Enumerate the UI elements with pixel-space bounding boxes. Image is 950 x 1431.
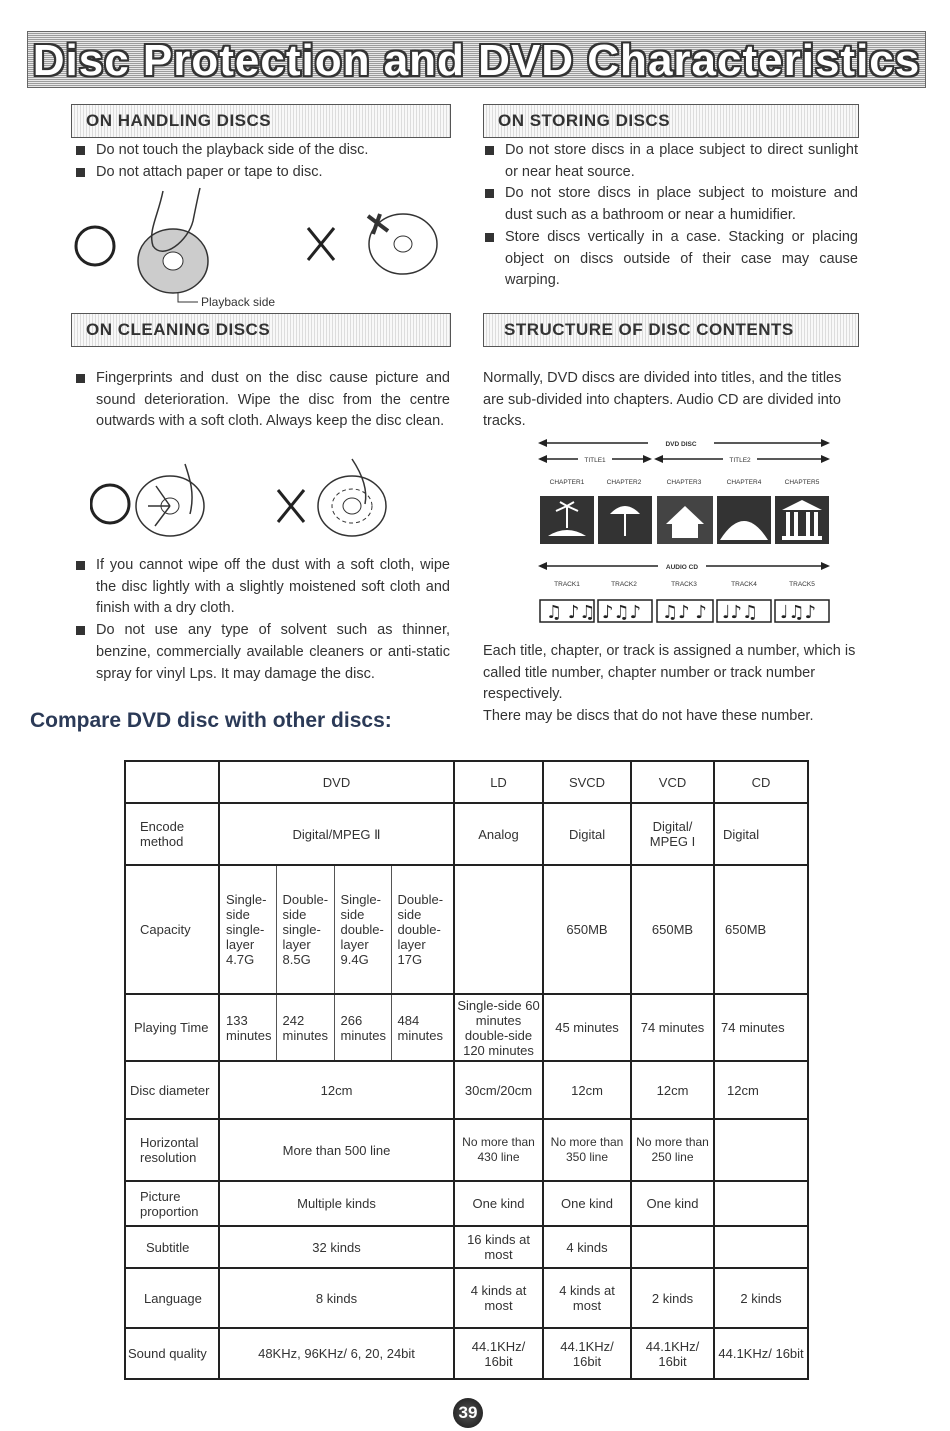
- title-banner: [27, 31, 926, 88]
- table-cell: 12cm: [543, 1061, 631, 1119]
- table-cell: Digital: [714, 803, 808, 865]
- table-corner-cell: [125, 761, 219, 803]
- track-label: TRACK2: [611, 581, 637, 588]
- dvd-disc-label: DVD DISC: [665, 441, 697, 448]
- track-row: [554, 581, 815, 588]
- table-cell: One kind: [543, 1181, 631, 1226]
- title-label: TITLE2: [729, 457, 751, 464]
- page-number: 39: [453, 1398, 483, 1428]
- storing-bullets: [483, 140, 858, 292]
- cleaning-bullets-2: [74, 555, 450, 685]
- row-label: Language: [125, 1268, 219, 1328]
- table-cell: Analog: [454, 803, 543, 865]
- table-row: [125, 1119, 808, 1181]
- table-cell: 12cm: [219, 1061, 454, 1119]
- svg-text:♫ ♪♫: ♫ ♪♫: [546, 602, 596, 623]
- table-cell: One kind: [631, 1181, 714, 1226]
- table-cell: Digital/MPEG Ⅱ: [219, 803, 454, 865]
- empty-diagonal-cell: [631, 1226, 714, 1268]
- svg-text:♩♪♫: ♩♪♫: [722, 602, 759, 623]
- bullet-item: Do not touch the playback side of the disc.: [74, 140, 454, 162]
- empty-diagonal-cell: [714, 1181, 808, 1226]
- disc-wipe-circular-icon: [318, 476, 386, 536]
- structure-outro-2: There may be discs that do not have these number.: [483, 708, 814, 725]
- empty-diagonal-cell: [714, 1119, 808, 1181]
- track-label: TRACK3: [671, 581, 697, 588]
- table-cell: 650MB: [714, 865, 808, 994]
- track-music-icons: [540, 600, 829, 623]
- table-cell: 12cm: [631, 1061, 714, 1119]
- table-cell: Double-side single-layer 8.5G: [276, 865, 334, 994]
- svg-text:♩♫♪: ♩♫♪: [780, 602, 817, 623]
- bullet-item: If you cannot wipe off the dust with a soft cloth, wipe the disc lightly with a slightly moistened soft cloth and finish with a dry cloth.: [74, 555, 450, 620]
- bullet-item: Do not attach paper or tape to disc.: [74, 162, 454, 184]
- table-cell: No more than 250 line: [631, 1119, 714, 1181]
- table-cell: 4 kinds: [543, 1226, 631, 1268]
- table-cell: Digital/ MPEG I: [631, 803, 714, 865]
- section-header-cleaning: [71, 313, 451, 347]
- row-label: Encode method: [125, 803, 219, 865]
- section-title-storing: ON STORING DISCS: [498, 111, 671, 130]
- chapter-label: CHAPTER2: [606, 479, 642, 486]
- row-label: Sound quality: [125, 1328, 219, 1379]
- section-title-cleaning: ON CLEANING DISCS: [86, 320, 271, 339]
- structure-outro-1: Each title, chapter, or track is assigned a number, which is called title number, chapter number or track number respectively.: [483, 643, 856, 703]
- table-cell: 16 kinds at most: [454, 1226, 543, 1268]
- table-cell: 74 minutes: [631, 994, 714, 1061]
- table-row: [125, 865, 808, 994]
- bullet-item: Store discs vertically in a case. Stacking or placing object on discs outside of their case may cause warping.: [483, 227, 858, 292]
- track-label: TRACK5: [789, 581, 815, 588]
- section-header-handling: [71, 104, 451, 138]
- table-cell: One kind: [454, 1181, 543, 1226]
- row-label: Disc diameter: [125, 1061, 219, 1119]
- header-cd: CD: [714, 761, 808, 803]
- playback-side-label: Playback side: [201, 295, 276, 309]
- table-cell: 484 minutes: [391, 994, 454, 1061]
- section-title-structure: STRUCTURE OF DISC CONTENTS: [504, 320, 794, 339]
- table-cell: Digital: [543, 803, 631, 865]
- row-label: Capacity: [125, 865, 219, 994]
- bullet-item: Do not use any type of solvent such as thinner, benzine, commercially available cleaners or anti-static spray for vinyl Lps. It may damage the disc.: [74, 620, 450, 685]
- chapter-label: CHAPTER5: [784, 479, 820, 486]
- bullet-item: Do not store discs in place subject to moisture and dust such as a bathroom or near a humidifier.: [483, 183, 858, 226]
- table-cell: 650MB: [631, 865, 714, 994]
- chapter-label: CHAPTER1: [549, 479, 585, 486]
- table-cell: Single-side single-layer 4.7G: [219, 865, 276, 994]
- bullet-item: Fingerprints and dust on the disc cause picture and sound deterioration. Wipe the disc from the centre outwards with a soft cloth. Always keep the disc clean.: [74, 368, 450, 433]
- table-cell: 650MB: [543, 865, 631, 994]
- section-header-structure: [483, 313, 859, 347]
- track-label: TRACK1: [554, 581, 580, 588]
- correct-circle-icon: [91, 485, 129, 523]
- correct-circle-icon: [76, 227, 114, 265]
- table-cell: 48KHz, 96KHz/ 6, 20, 24bit: [219, 1328, 454, 1379]
- table-cell: Single-side double-layer 9.4G: [334, 865, 391, 994]
- table-cell: 12cm: [714, 1061, 808, 1119]
- table-cell: 266 minutes: [334, 994, 391, 1061]
- table-row: [125, 994, 808, 1061]
- table-cell: 32 kinds: [219, 1226, 454, 1268]
- table-cell: Multiple kinds: [219, 1181, 454, 1226]
- audio-cd-label: AUDIO CD: [665, 564, 699, 571]
- comparison-table: [124, 760, 809, 1380]
- table-cell: 45 minutes: [543, 994, 631, 1061]
- compare-heading: Compare DVD disc with other discs:: [30, 709, 392, 732]
- table-row: [125, 1181, 808, 1226]
- bullet-item: Do not store discs in a place subject to direct sunlight or near heat source.: [483, 140, 858, 183]
- table-cell: 74 minutes: [714, 994, 808, 1061]
- table-cell: No more than 430 line: [454, 1119, 543, 1181]
- table-cell: 242 minutes: [276, 994, 334, 1061]
- table-cell: 44.1KHz/ 16bit: [714, 1328, 808, 1379]
- table-row: [125, 1061, 808, 1119]
- page-title: Disc Protection and DVD Characteristics: [32, 36, 921, 85]
- svg-text:♪♫♪: ♪♫♪: [602, 602, 642, 623]
- chapter-label: CHAPTER3: [666, 479, 702, 486]
- table-cell: Single-side 60 minutes double-side 120 minutes: [454, 994, 543, 1061]
- row-label: Picture proportion: [125, 1181, 219, 1226]
- header-dvd: DVD: [219, 761, 454, 803]
- empty-diagonal-cell: [714, 1226, 808, 1268]
- table-cell: 133 minutes: [219, 994, 276, 1061]
- table-cell: 44.1KHz/ 16bit: [543, 1328, 631, 1379]
- table-cell: 2 kinds: [714, 1268, 808, 1328]
- row-label: Subtitle: [125, 1226, 219, 1268]
- row-label: Playing Time: [125, 994, 219, 1061]
- cleaning-bullet-1: [74, 368, 450, 433]
- table-header-row: [125, 761, 808, 803]
- svg-text:♫♪ ♪: ♫♪ ♪: [662, 602, 707, 623]
- table-row: [125, 803, 808, 865]
- table-cell: More than 500 line: [219, 1119, 454, 1181]
- cleaning-illustration: [90, 454, 390, 546]
- header-vcd: VCD: [631, 761, 714, 803]
- chapter-images: [540, 496, 829, 544]
- table-cell: No more than 350 line: [543, 1119, 631, 1181]
- empty-diagonal-cell: [454, 865, 543, 994]
- structure-diagram: [538, 436, 833, 626]
- title-label: TITLE1: [584, 457, 606, 464]
- section-title-handling: ON HANDLING DISCS: [86, 111, 272, 130]
- table-cell: 4 kinds at most: [454, 1268, 543, 1328]
- table-row: [125, 1328, 808, 1379]
- table-cell: 4 kinds at most: [543, 1268, 631, 1328]
- table-cell: 44.1KHz/ 16bit: [454, 1328, 543, 1379]
- table-cell: Double-side double-layer 17G: [391, 865, 454, 994]
- track-label: TRACK4: [731, 581, 757, 588]
- chapter-label: CHAPTER4: [726, 479, 762, 486]
- table-cell: 2 kinds: [631, 1268, 714, 1328]
- table-cell: 44.1KHz/ 16bit: [631, 1328, 714, 1379]
- section-header-storing: [483, 104, 859, 138]
- structure-outro: [483, 641, 863, 728]
- structure-intro: Normally, DVD discs are divided into titles, and the titles are sub-divided into chapters. Audio CD are divided into tracks.: [483, 370, 842, 430]
- table-row: [125, 1268, 808, 1328]
- header-ld: LD: [454, 761, 543, 803]
- chapter-row: [550, 479, 820, 486]
- handling-bullets: [74, 140, 454, 183]
- row-label: Horizontal resolution: [125, 1119, 219, 1181]
- header-svcd: SVCD: [543, 761, 631, 803]
- table-cell: 30cm/20cm: [454, 1061, 543, 1119]
- table-cell: 8 kinds: [219, 1268, 454, 1328]
- handling-illustration: [68, 186, 448, 314]
- table-row: [125, 1226, 808, 1268]
